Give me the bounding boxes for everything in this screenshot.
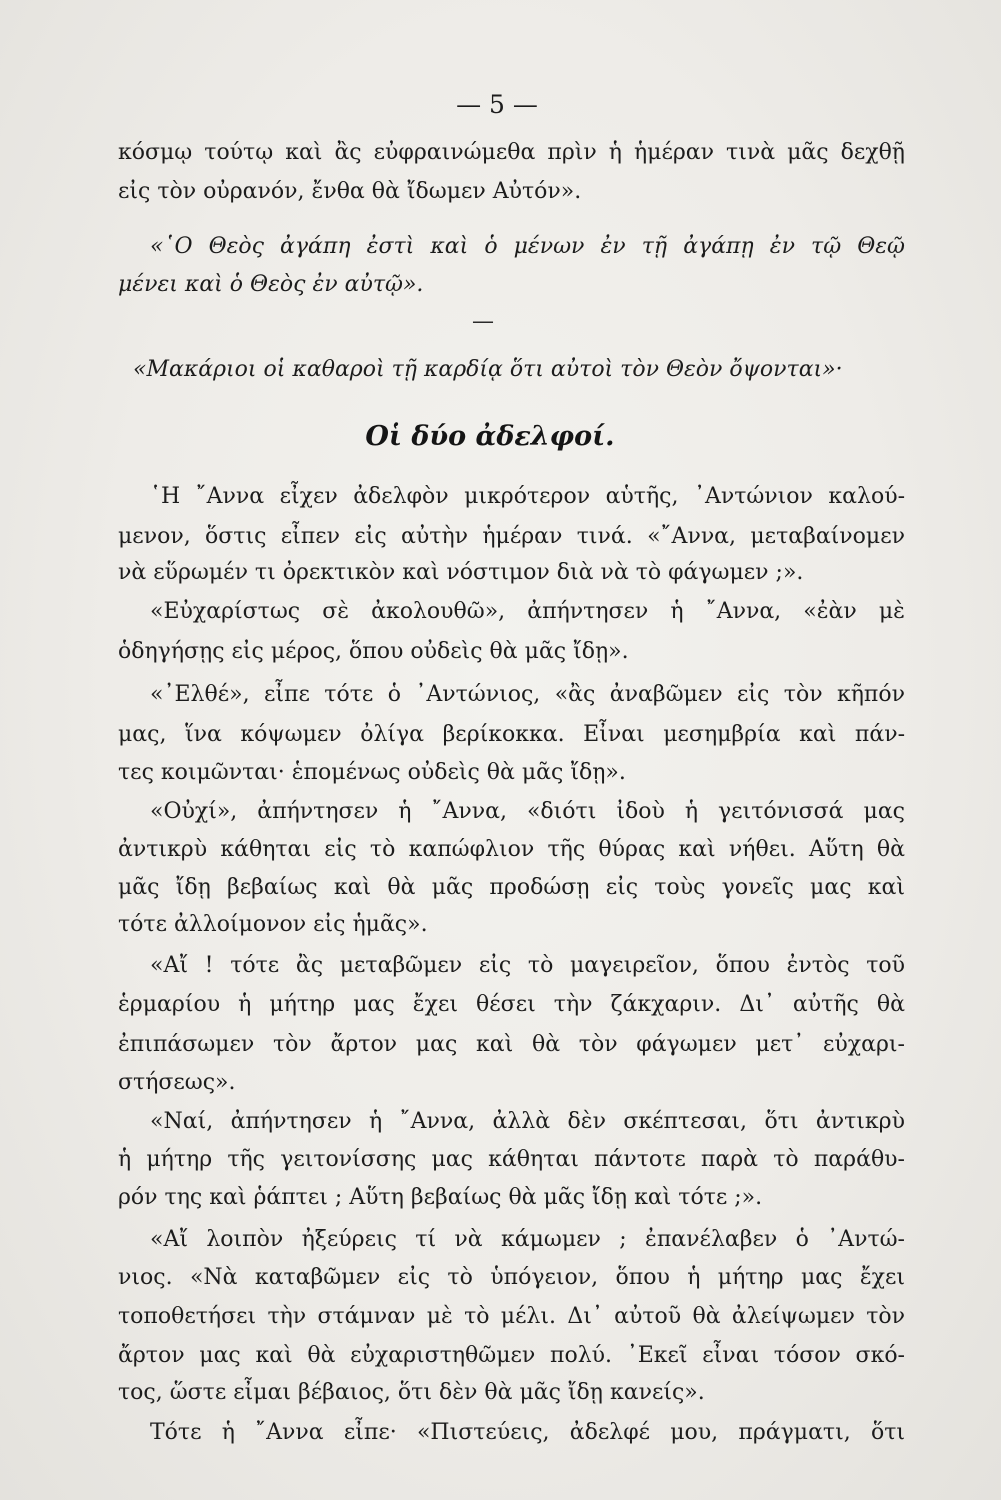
text-line: μᾶς ἴδῃ βεβαίως καὶ θὰ μᾶς προδώσῃ εἰς τοὺς γονεῖς μας καὶ bbox=[118, 875, 905, 900]
text-line: «Εὐχαρίστως σὲ ἀκολουθῶ», ἀπήντησεν ἡ ῎Αννα, «ἐὰν μὲ bbox=[150, 599, 905, 624]
text-line: τότε ἀλλοίμονον εἰς ἡμᾶς». bbox=[118, 912, 428, 937]
section-separator: — bbox=[472, 309, 494, 334]
text-line: ἑρμαρίου ἡ μήτηρ μας ἔχει θέσει τὴν ζάκχαριν. Δι᾿ αὐτῆς θὰ bbox=[118, 992, 905, 1017]
text-line: ἄρτον μας καὶ θὰ εὐχαριστηθῶμεν πολύ. ᾿Εκεῖ εἶναι τόσον σκό- bbox=[118, 1343, 905, 1368]
text-line: μενον, ὅστις εἶπεν εἰς αὐτὴν ἡμέραν τινά. «῎Αννα, μεταβαίνομεν bbox=[118, 524, 905, 549]
text-line: ἀντικρὺ κάθηται εἰς τὸ καπώφλιον τῆς θύρας καὶ νήθει. Αὕτη θὰ bbox=[118, 837, 905, 862]
text-line: τοποθετήσει τὴν στάμναν μὲ τὸ μέλι. Δι᾿ αὐτοῦ θὰ ἀλείψωμεν τὸν bbox=[118, 1304, 905, 1329]
text-line: εἰς τὸν οὐρανόν, ἔνθα θὰ ἴδωμεν Αὐτόν». bbox=[118, 179, 582, 204]
text-line: «Αἴ ! τότε ἂς μεταβῶμεν εἰς τὸ μαγειρεῖον, ὅπου ἐντὸς τοῦ bbox=[150, 953, 905, 978]
text-line: «Μακάριοι οἱ καθαροὶ τῇ καρδίᾳ ὅτι αὐτοὶ τὸν Θεὸν ὄψονται»· bbox=[133, 357, 843, 382]
story-title: Οἱ δύο ἀδελφοί. bbox=[365, 421, 615, 452]
text-line: ἐπιπάσωμεν τὸν ἄρτον μας καὶ θὰ τὸν φάγωμεν μετ᾿ εὐχαρι- bbox=[118, 1032, 905, 1057]
text-line: τες κοιμῶνται· ἑπομένως οὐδεὶς θὰ μᾶς ἴδῃ». bbox=[118, 760, 626, 785]
text-line: νὰ εὕρωμέν τι ὀρεκτικὸν καὶ νόστιμον διὰ νὰ τὸ φάγωμεν ;». bbox=[118, 560, 804, 585]
text-line: «᾿Ελθέ», εἶπε τότε ὁ ᾿Αντώνιος, «ἂς ἀναβῶμεν εἰς τὸν κῆπόν bbox=[150, 682, 905, 707]
text-line: στήσεως». bbox=[118, 1070, 236, 1095]
text-line: «Αἴ λοιπὸν ἠξεύρεις τί νὰ κάμωμεν ; ἐπανέλαβεν ὁ ᾿Αντώ- bbox=[150, 1227, 905, 1252]
text-line: ἡ μήτηρ τῆς γειτονίσσης μας κάθηται πάντοτε παρὰ τὸ παράθυ- bbox=[118, 1147, 905, 1172]
text-line: ρόν της καὶ ῥάπτει ; Αὕτη βεβαίως θὰ μᾶς ἴδῃ καὶ τότε ;». bbox=[118, 1185, 763, 1210]
text-line: μένει καὶ ὁ Θεὸς ἐν αὐτῷ». bbox=[118, 272, 424, 297]
text-line: τος, ὥστε εἶμαι βέβαιος, ὅτι δὲν θὰ μᾶς ἴδῃ κανείς». bbox=[118, 1380, 705, 1405]
text-line: ὁδηγήσῃς εἰς μέρος, ὅπου οὐδεὶς θὰ μᾶς ἴδῃ». bbox=[118, 639, 629, 664]
text-line: «῾Ο Θεὸς ἀγάπη ἐστὶ καὶ ὁ μένων ἐν τῇ ἀγάπῃ ἐν τῷ Θεῷ bbox=[150, 234, 905, 259]
page-number: — 5 — bbox=[456, 90, 538, 119]
text-line: μας, ἵνα κόψωμεν ὀλίγα βερίκοκκα. Εἶναι μεσημβρία καὶ πάν- bbox=[118, 722, 905, 747]
text-line: ῾Η ῎Αννα εἶχεν ἀδελφὸν μικρότερον αὑτῆς, ᾿Αντώνιον καλού- bbox=[150, 484, 905, 509]
text-line: Τότε ἡ ῎Αννα εἶπε· «Πιστεύεις, ἀδελφέ μου, πράγματι, ὅτι bbox=[150, 1420, 905, 1445]
text-line: κόσμῳ τούτῳ καὶ ἂς εὐφραινώμεθα πρὶν ἡ ἡμέραν τινὰ μᾶς δεχθῇ bbox=[118, 140, 905, 165]
text-line: «Ναί, ἀπήντησεν ἡ ῎Αννα, ἀλλὰ δὲν σκέπτεσαι, ὅτι ἀντικρὺ bbox=[150, 1109, 905, 1134]
text-line: νιος. «Νὰ καταβῶμεν εἰς τὸ ὑπόγειον, ὅπου ἡ μήτηρ μας ἔχει bbox=[118, 1265, 905, 1290]
text-line: «Οὐχί», ἀπήντησεν ἡ ῎Αννα, «διότι ἰδοὺ ἡ γειτόνισσά μας bbox=[150, 799, 905, 824]
